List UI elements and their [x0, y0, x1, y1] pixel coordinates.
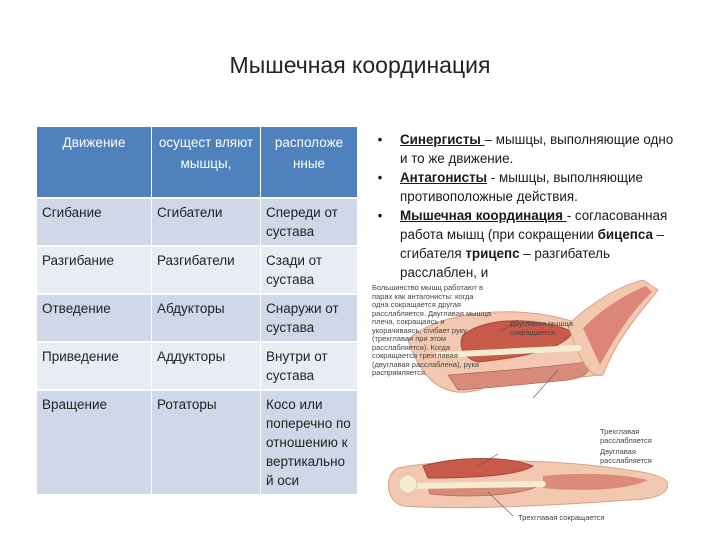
shoulder-joint	[399, 475, 417, 493]
cell-muscles: Разгибатели	[151, 247, 260, 293]
antagonists-definition: - мышцы, выполняющие противоположные действия.	[400, 170, 643, 204]
cell-movement: Вращение	[37, 391, 151, 494]
bullet-icon: •	[377, 208, 383, 223]
arm-muscles-illustration	[368, 280, 668, 538]
label-biceps-relaxes: Двуглавая расслабляется	[600, 447, 652, 465]
header-performing-muscles: осущест вляют мышцы,	[151, 127, 260, 197]
cell-location: Спереди от сустава	[260, 199, 357, 245]
term-synergists: Синергисты	[400, 132, 485, 147]
bullet-icon: •	[377, 132, 383, 147]
cell-movement: Сгибание	[37, 199, 151, 245]
cell-movement: Приведение	[37, 343, 151, 389]
cell-muscles: Ротаторы	[151, 391, 260, 494]
cell-muscles: Аддукторы	[151, 343, 260, 389]
cell-location: Снаружи от сустава	[260, 295, 357, 341]
term-muscle-coordination: Мышечная координация	[400, 208, 567, 223]
label-triceps-contracts: Трехглавая сокращается	[518, 513, 605, 522]
label-triceps-relaxes: Трехглавая расслабляется	[600, 427, 652, 445]
cell-movement: Отведение	[37, 295, 151, 341]
table-row	[37, 295, 357, 341]
cell-location: Сзади от сустава	[260, 247, 357, 293]
bullet-icon: •	[377, 170, 383, 185]
cell-location: Внутри от сустава	[260, 343, 357, 389]
cell-muscles: Абдукторы	[151, 295, 260, 341]
list-item-antagonists	[374, 168, 674, 206]
definitions-list	[374, 130, 674, 282]
term-biceps: бицепса	[597, 227, 653, 242]
coordination-definition-end: – разгибатель расслаблен, и	[400, 246, 610, 280]
term-antagonists: Антагонисты	[400, 170, 488, 185]
list-item-synergists	[374, 130, 674, 168]
header-location: расположе нные	[260, 127, 357, 197]
table-row	[37, 199, 357, 245]
table-row	[37, 391, 357, 494]
cell-movement: Разгибание	[37, 247, 151, 293]
table-row	[37, 343, 357, 389]
list-item-muscle-coordination	[374, 206, 674, 282]
humerus-bone-straight	[413, 484, 543, 486]
slide-title: Мышечная координация	[229, 52, 491, 78]
header-movement: Движение	[37, 127, 151, 197]
illustration-caption: Большинство мышц работают в парах как антагонисты: когда одна сокращается другая расслабляется. Двуглавая мышца плеча, сокращаясь и укорачиваясь, сгибает руку (трехглавая при этом расслабляется). Когда сокращается трехглавая (двуглавая расслаблена), рука распрямляется.	[372, 283, 492, 377]
cell-location: Косо или поперечно по отношению к вертикально й оси	[260, 391, 357, 494]
coordination-definition: - согласованная работа мышц (при сокращении	[400, 208, 668, 242]
coordination-definition-cont: – сгибателя	[400, 227, 665, 261]
label-biceps-contracts: Двуглавая мышца сокращается	[510, 319, 574, 337]
table-header-row	[37, 127, 357, 197]
synergists-definition: – мышцы, выполняющие одно и то же движение.	[400, 132, 674, 166]
cell-muscles: Сгибатели	[151, 199, 260, 245]
table-row	[37, 247, 357, 293]
muscle-movement-table	[37, 125, 357, 496]
term-triceps: трицепс	[465, 246, 520, 261]
